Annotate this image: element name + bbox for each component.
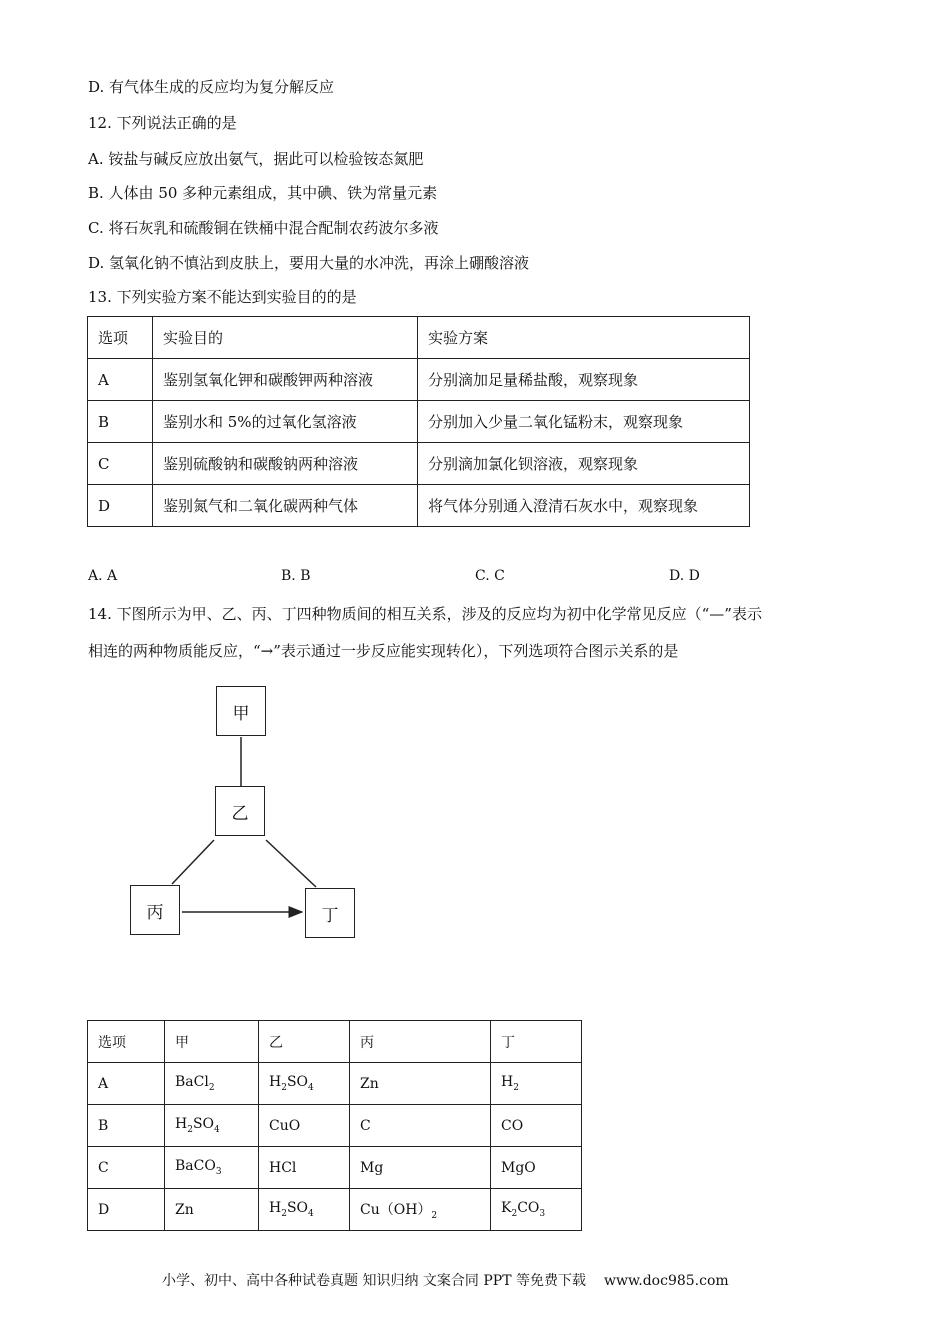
node-jia: 甲 <box>216 686 266 736</box>
table-row <box>88 1189 582 1231</box>
answer-option-b: B. B <box>281 568 311 584</box>
table-cell: HCl <box>259 1147 350 1189</box>
table-cell: B <box>88 401 153 443</box>
table-cell: 鉴别氮气和二氧化碳两种气体 <box>153 485 418 527</box>
table-cell: C <box>350 1105 491 1147</box>
table-cell: Zn <box>350 1063 491 1105</box>
table-cell: $K_2CO_3$ <box>491 1189 582 1231</box>
question-12-option-d: D. 氢氧化钠不慎沾到皮肤上，要用大量的水冲洗，再涂上硼酸溶液 <box>88 254 530 272</box>
header-cell-yi: 乙 <box>259 1021 350 1063</box>
table-cell: D <box>88 1189 165 1231</box>
question-14-table <box>87 1020 582 1231</box>
link-yi-bing <box>172 840 214 884</box>
table-row <box>88 1147 582 1189</box>
question-14-stem-line-1: 14. 下图所示为甲、乙、丙、丁四种物质间的相互关系，涉及的反应均为初中化学常见反应（“—”表示 <box>88 605 762 623</box>
table-cell: A <box>88 359 153 401</box>
table-cell: 鉴别硫酸钠和碳酸钠两种溶液 <box>153 443 418 485</box>
table-header-row <box>88 1021 582 1063</box>
table-cell: 鉴别水和 5%的过氧化氢溶液 <box>153 401 418 443</box>
question-12-option-b: B. 人体由 50 多种元素组成，其中碘、铁为常量元素 <box>88 184 438 202</box>
answer-option-a: A. A <box>88 568 118 584</box>
table-cell: Zn <box>165 1189 259 1231</box>
question-12-stem: 12. 下列说法正确的是 <box>88 114 237 132</box>
header-cell-jia: 甲 <box>165 1021 259 1063</box>
answer-option-c: C. C <box>475 568 505 584</box>
table-cell: 分别滴加氯化钡溶液，观察现象 <box>418 443 750 485</box>
answer-option-d: D. D <box>669 568 700 584</box>
question-13-stem: 13. 下列实验方案不能达到实验目的的是 <box>88 288 357 306</box>
table-cell: C <box>88 1147 165 1189</box>
question-12-option-a: A. 铵盐与碱反应放出氨气，据此可以检验铵态氮肥 <box>88 150 424 168</box>
table-cell: 分别加入少量二氧化锰粉末，观察现象 <box>418 401 750 443</box>
question-12-option-c: C. 将石灰乳和硫酸铜在铁桶中混合配制农药波尔多液 <box>88 219 439 237</box>
question-14-stem-line-2: 相连的两种物质能反应，“→”表示通过一步反应能实现转化），下列选项符合图示关系的是 <box>88 642 679 660</box>
table-cell: Mg <box>350 1147 491 1189</box>
header-cell-bing: 丙 <box>350 1021 491 1063</box>
table-cell: $Cu(OH)_2$ <box>350 1189 491 1231</box>
node-bing: 丙 <box>130 885 180 935</box>
header-cell-option: 选项 <box>88 1021 165 1063</box>
table-row <box>88 1063 582 1105</box>
table-cell: 将气体分别通入澄清石灰水中，观察现象 <box>418 485 750 527</box>
table-cell: CO <box>491 1105 582 1147</box>
table-cell: $H_2$ <box>491 1063 582 1105</box>
table-cell: B <box>88 1105 165 1147</box>
node-ding: 丁 <box>305 888 355 938</box>
table-cell: CuO <box>259 1105 350 1147</box>
header-cell-purpose: 实验目的 <box>153 317 418 359</box>
footer-url: www.doc985.com <box>603 1273 729 1289</box>
table-cell: D <box>88 485 153 527</box>
node-yi: 乙 <box>215 786 265 836</box>
footer-text: 小学、初中、高中各种试卷真题 知识归纳 文案合同 PPT 等免费下载 <box>162 1273 586 1289</box>
link-yi-ding <box>266 840 316 887</box>
table-cell: $H_2SO_4$ <box>259 1063 350 1105</box>
table-cell: A <box>88 1063 165 1105</box>
table-row <box>88 1105 582 1147</box>
header-cell-ding: 丁 <box>491 1021 582 1063</box>
header-cell-option: 选项 <box>88 317 153 359</box>
table-cell: $H_2SO_4$ <box>165 1105 259 1147</box>
table-cell: 鉴别氢氧化钾和碳酸钾两种溶液 <box>153 359 418 401</box>
page-footer <box>162 1270 729 1290</box>
table-cell: MgO <box>491 1147 582 1189</box>
header-cell-plan: 实验方案 <box>418 317 750 359</box>
table-cell: C <box>88 443 153 485</box>
table-cell: 分别滴加足量稀盐酸，观察现象 <box>418 359 750 401</box>
table-cell: $H_2SO_4$ <box>259 1189 350 1231</box>
table-cell: BaCO$_3$ <box>165 1147 259 1189</box>
table-cell: BaCl$_2$ <box>165 1063 259 1105</box>
question-11-option-d: D. 有气体生成的反应均为复分解反应 <box>88 78 335 96</box>
